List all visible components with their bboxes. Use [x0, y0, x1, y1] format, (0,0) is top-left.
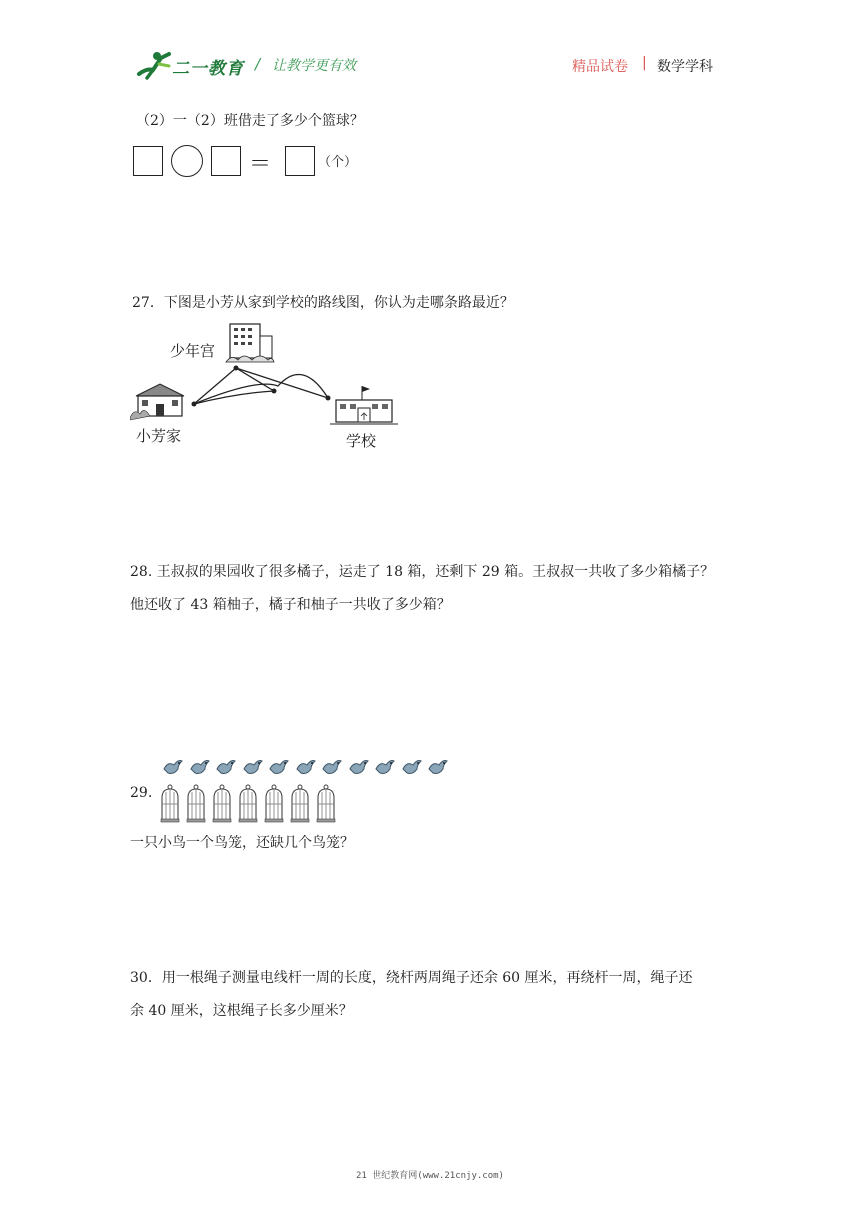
q30-line2: 余 40 厘米，这根绳子长多少厘米？	[130, 1003, 353, 1019]
label-youth-palace: 少年宫	[170, 342, 216, 360]
bird-icon	[348, 757, 370, 777]
route-map	[128, 318, 418, 458]
answer-box-2[interactable]	[211, 146, 241, 176]
header-divider: |	[642, 55, 647, 71]
home-icon	[130, 378, 192, 422]
birdcage-icon	[212, 784, 232, 824]
bird-icon	[189, 757, 211, 777]
q28-line2: 他还收了 43 箱柚子，橘子和柚子一共收了多少箱？	[130, 597, 451, 613]
q30-line1: 30．用一根绳子测量电线杆一周的长度，绕杆两周绳子还余 60 厘米，再绕杆一周，绳子还	[130, 970, 693, 986]
bird-icon	[242, 757, 264, 777]
bird-icon	[374, 757, 396, 777]
bird-icon	[295, 757, 317, 777]
birdcage-icon	[290, 784, 310, 824]
unit-label: （个）	[318, 155, 358, 170]
birdcage-icon	[264, 784, 284, 824]
logo-text: 二一教育	[172, 59, 244, 79]
answer-box-result[interactable]	[285, 146, 315, 176]
q27-text: 27．下图是小芳从家到学校的路线图，你认为走哪条路最近？	[132, 295, 514, 311]
logo-runner-icon	[135, 50, 175, 80]
birdcage-icon	[316, 784, 336, 824]
label-home: 小芳家	[136, 427, 182, 445]
answer-box-1[interactable]	[133, 146, 163, 176]
q28-line1: 28. 王叔叔的果园收了很多橘子，运走了 18 箱，还剩下 29 箱。王叔叔一共收了多少箱橘子？	[130, 564, 715, 580]
bird-icon	[321, 757, 343, 777]
bird-icon	[401, 757, 423, 777]
birdcage-icon	[160, 784, 180, 824]
bird-icon	[268, 757, 290, 777]
equation-row	[133, 145, 363, 179]
header-subject: 数学学科	[657, 59, 713, 75]
birdcage-icon	[238, 784, 258, 824]
header-badge: 精品试卷	[572, 59, 628, 75]
q29-number: 29.	[130, 785, 153, 801]
header	[0, 40, 860, 80]
birds-row	[162, 757, 462, 779]
birdcage-icon	[186, 784, 206, 824]
equals-sign: ＝	[249, 152, 272, 177]
school-icon	[328, 384, 400, 428]
header-slash: /	[255, 55, 261, 73]
bird-icon	[162, 757, 184, 777]
footer-text: 21 世纪教育网(www.21cnjy.com)	[356, 1171, 504, 1181]
q26-part2-text: （2）一（2）班借走了多少个篮球？	[136, 113, 364, 129]
label-school: 学校	[346, 432, 377, 450]
bird-icon	[427, 757, 449, 777]
youth-palace-icon	[224, 318, 276, 366]
operator-circle[interactable]	[171, 145, 203, 177]
cages-row	[160, 784, 350, 824]
q29-text: 一只小鸟一个鸟笼，还缺几个鸟笼？	[130, 835, 354, 851]
bird-icon	[215, 757, 237, 777]
header-slogan: 让教学更有效	[272, 58, 356, 74]
